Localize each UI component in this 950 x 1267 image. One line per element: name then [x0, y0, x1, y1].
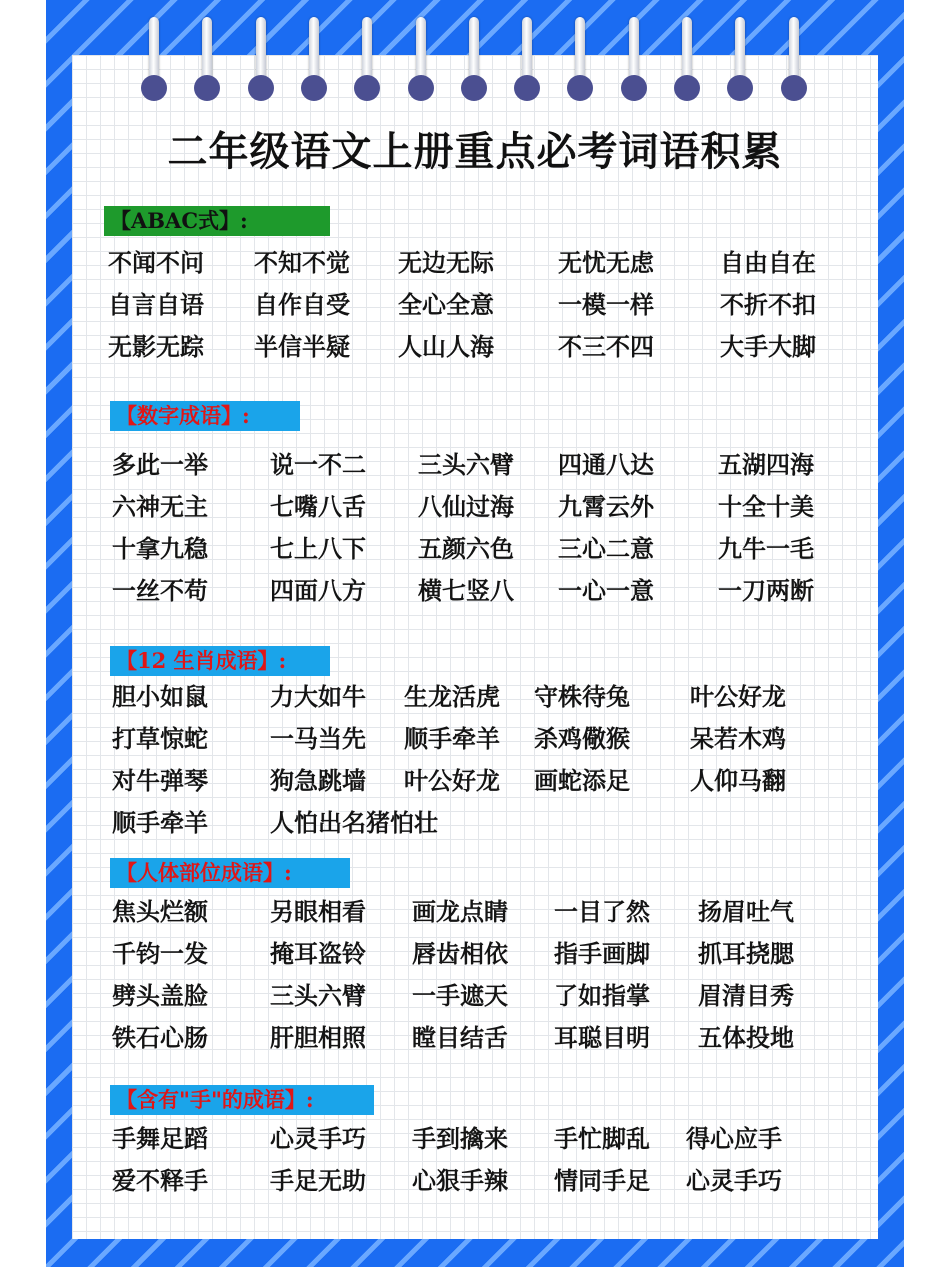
idiom-word: 力大如牛 — [270, 682, 366, 711]
idiom-word: 杀鸡儆猴 — [534, 724, 630, 753]
binding-ring — [301, 17, 327, 101]
idiom-word: 一刀两断 — [718, 576, 814, 605]
binding-ring — [141, 17, 167, 101]
idiom-word: 一目了然 — [554, 897, 650, 926]
idiom-word: 打草惊蛇 — [112, 724, 208, 753]
idiom-word: 千钧一发 — [112, 939, 208, 968]
idiom-word: 不三不四 — [558, 332, 654, 361]
idiom-word: 不知不觉 — [254, 248, 350, 277]
section-heading-number: 【数字成语】: — [110, 401, 300, 431]
idiom-word: 对牛弹琴 — [112, 766, 208, 795]
section-heading-body: 【人体部位成语】: — [110, 858, 350, 888]
binding-ring — [354, 17, 380, 101]
idiom-word: 半信半疑 — [254, 332, 350, 361]
idiom-word: 横七竖八 — [418, 576, 514, 605]
idiom-word: 多此一举 — [112, 450, 208, 479]
idiom-word: 爱不释手 — [112, 1166, 208, 1195]
binding-ring — [461, 17, 487, 101]
idiom-word: 十拿九稳 — [112, 534, 208, 563]
page-title: 二年级语文上册重点必考词语积累 — [167, 129, 783, 175]
idiom-word: 无忧无虑 — [558, 248, 654, 277]
idiom-word: 掩耳盗铃 — [270, 939, 366, 968]
idiom-word: 九霄云外 — [558, 492, 654, 521]
idiom-word: 顺手牵羊 — [404, 724, 500, 753]
idiom-word: 一手遮天 — [412, 981, 508, 1010]
idiom-word: 指手画脚 — [554, 939, 650, 968]
idiom-word: 十全十美 — [718, 492, 814, 521]
idiom-word: 情同手足 — [554, 1166, 650, 1195]
binding-ring — [408, 17, 434, 101]
binding-ring — [727, 17, 753, 101]
binding-ring — [781, 17, 807, 101]
idiom-word: 不闻不问 — [108, 248, 204, 277]
idiom-word: 生龙活虎 — [404, 682, 500, 711]
idiom-word: 无影无踪 — [108, 332, 204, 361]
idiom-word: 人山人海 — [398, 332, 494, 361]
idiom-word: 守株待兔 — [534, 682, 630, 711]
idiom-word: 扬眉吐气 — [698, 897, 794, 926]
binding-ring — [248, 17, 274, 101]
idiom-word: 一模一样 — [558, 290, 654, 319]
idiom-word: 九牛一毛 — [718, 534, 814, 563]
idiom-word: 叶公好龙 — [690, 682, 786, 711]
section-heading-zodiac: 【12 生肖成语】: — [110, 646, 330, 676]
idiom-word: 劈头盖脸 — [112, 981, 208, 1010]
idiom-word: 三心二意 — [558, 534, 654, 563]
idiom-word: 抓耳挠腮 — [698, 939, 794, 968]
idiom-word: 一心一意 — [558, 576, 654, 605]
idiom-word: 狗急跳墙 — [270, 766, 366, 795]
idiom-word: 大手大脚 — [720, 332, 816, 361]
idiom-word: 自作自受 — [254, 290, 350, 319]
idiom-word: 七上八下 — [270, 534, 366, 563]
idiom-word: 焦头烂额 — [112, 897, 208, 926]
idiom-word: 唇齿相依 — [412, 939, 508, 968]
section-heading-abac: 【ABAC式】: — [104, 206, 330, 236]
idiom-word: 五湖四海 — [718, 450, 814, 479]
idiom-word: 三头六臂 — [418, 450, 514, 479]
idiom-word: 人怕出名猪怕壮 — [270, 808, 438, 837]
idiom-word: 五体投地 — [698, 1023, 794, 1052]
idiom-word: 眉清目秀 — [698, 981, 794, 1010]
binding-ring — [194, 17, 220, 101]
idiom-word: 耳聪目明 — [554, 1023, 650, 1052]
binding-ring — [567, 17, 593, 101]
idiom-word: 手忙脚乱 — [554, 1124, 650, 1153]
binding-ring — [621, 17, 647, 101]
idiom-word: 人仰马翻 — [690, 766, 786, 795]
idiom-word: 胆小如鼠 — [112, 682, 208, 711]
idiom-word: 自言自语 — [108, 290, 204, 319]
idiom-word: 五颜六色 — [418, 534, 514, 563]
idiom-word: 瞠目结舌 — [412, 1023, 508, 1052]
idiom-word: 肝胆相照 — [270, 1023, 366, 1052]
idiom-word: 八仙过海 — [418, 492, 514, 521]
idiom-word: 得心应手 — [686, 1124, 782, 1153]
idiom-word: 心灵手巧 — [270, 1124, 366, 1153]
idiom-word: 四面八方 — [270, 576, 366, 605]
idiom-word: 无边无际 — [398, 248, 494, 277]
idiom-word: 全心全意 — [398, 290, 494, 319]
binding-ring — [674, 17, 700, 101]
idiom-word: 画龙点睛 — [412, 897, 508, 926]
idiom-word: 三头六臂 — [270, 981, 366, 1010]
binding-ring — [514, 17, 540, 101]
idiom-word: 四通八达 — [558, 450, 654, 479]
idiom-word: 一马当先 — [270, 724, 366, 753]
idiom-word: 六神无主 — [112, 492, 208, 521]
idiom-word: 呆若木鸡 — [690, 724, 786, 753]
idiom-word: 自由自在 — [720, 248, 816, 277]
idiom-word: 手足无助 — [270, 1166, 366, 1195]
idiom-word: 一丝不苟 — [112, 576, 208, 605]
idiom-word: 不折不扣 — [720, 290, 816, 319]
section-heading-hand: 【含有"手"的成语】: — [110, 1085, 374, 1115]
idiom-word: 另眼相看 — [270, 897, 366, 926]
idiom-word: 手到擒来 — [412, 1124, 508, 1153]
idiom-word: 画蛇添足 — [534, 766, 630, 795]
idiom-word: 心灵手巧 — [686, 1166, 782, 1195]
idiom-word: 铁石心肠 — [112, 1023, 208, 1052]
idiom-word: 心狠手辣 — [412, 1166, 508, 1195]
idiom-word: 顺手牵羊 — [112, 808, 208, 837]
idiom-word: 手舞足蹈 — [112, 1124, 208, 1153]
idiom-word: 叶公好龙 — [404, 766, 500, 795]
idiom-word: 七嘴八舌 — [270, 492, 366, 521]
idiom-word: 说一不二 — [270, 450, 366, 479]
idiom-word: 了如指掌 — [554, 981, 650, 1010]
